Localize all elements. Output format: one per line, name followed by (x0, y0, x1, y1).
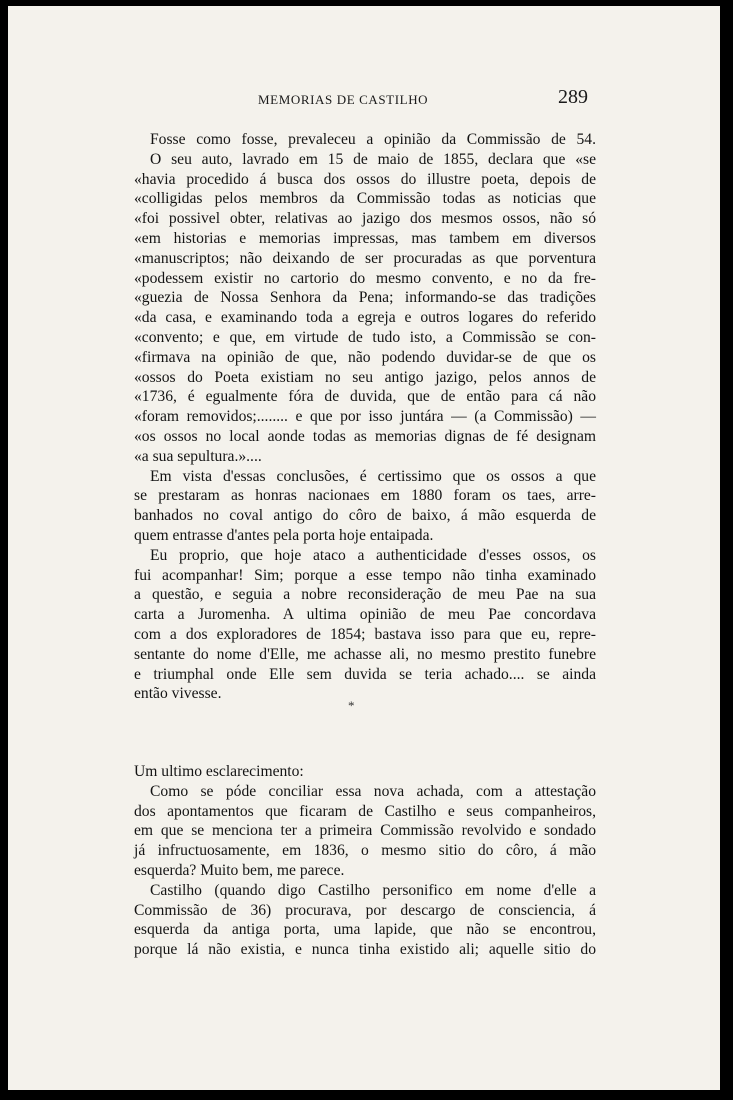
page-number: 289 (558, 86, 588, 108)
text-line: «guezia de Nossa Senhora da Pena; informando-se das tradições (134, 289, 596, 307)
text-line: «foi possivel obter, relativas ao jazigo dos mesmos ossos, não só (134, 210, 596, 228)
text-line: «manuscriptos; não deixando de ser procuradas as que porventura (134, 249, 596, 267)
text-line: esquerda da antiga porta, uma lapide, que não se encontrou, (134, 921, 596, 939)
text-line: «foram removidos;........ e que por isso juntára — (a Commissão) — (134, 408, 596, 426)
text-line: «convento; e que, em virtude de tudo isto, a Commissão se con- (134, 328, 596, 346)
text-line: «colligidas pelos membros da Commissão todas as noticias que (134, 190, 596, 208)
text-line: Um ultimo esclarecimento: (134, 763, 304, 780)
text-line: em que se menciona ter a primeira Commissão revolvido e sondado (134, 822, 596, 840)
text-line: «havia procedido á busca dos ossos do illustre poeta, depois de (134, 170, 596, 188)
text-line: a questão, e seguia a nobre reconsideração de meu Pae na sua (134, 586, 596, 604)
text-line: Commissão de 36) procurava, por descargo de consciencia, á (134, 901, 596, 919)
text-line: já infructuosamente, em 1836, o mesmo sitio do côro, á mão (134, 842, 596, 860)
text-line: quem entrasse d'antes pela porta hoje entaipada. (134, 526, 434, 544)
text-line: esquerda? Muito bem, me parece. (134, 861, 345, 879)
text-line: sentante do nome d'Elle, me achasse ali, no mesmo prestito funebre (134, 645, 596, 663)
text-line: porque lá não existia, e nunca tinha existido ali; aquelle sitio do (134, 941, 596, 959)
text-line: com a dos exploradores de 1854; bastava isso para que eu, repre- (134, 625, 596, 643)
text-line: banhados no coval antigo do côro de baixo, á mão esquerda de (134, 507, 596, 525)
text-line: Em vista d'essas conclusões, é certissimo que os ossos a que (150, 467, 596, 485)
text-line: «os ossos no local aonde todas as memorias dignas de fé designam (134, 427, 596, 445)
text-line: Eu proprio, que hoje ataco a authenticidade d'esses ossos, os (150, 546, 596, 564)
text-line: e triumphal onde Elle sem duvida se teria achado.... se ainda (134, 665, 596, 683)
text-line: Castilho (quando digo Castilho personifico em nome d'elle a (150, 881, 596, 899)
book-page (8, 6, 720, 1090)
text-line: carta a Juromenha. A ultima opinião de meu Pae concordava (134, 606, 596, 624)
text-line: «podessem existir no cartorio do mesmo convento, e no da fre- (134, 269, 596, 287)
text-line: «1736, é egualmente fóra de duvida, que de então para cá não (134, 388, 596, 406)
text-line: «firmava na opinião de que, não podendo duvidar-se de que os (134, 348, 596, 366)
text-line: «a sua sepultura.».... (134, 447, 262, 465)
text-line: se prestaram as honras nacionaes em 1880 foram os taes, arre- (134, 487, 596, 505)
text-line: Como se póde conciliar essa nova achada, com a attestação (150, 782, 596, 800)
text-line: fui acompanhar! Sim; porque a esse tempo não tinha examinado (134, 566, 596, 584)
text-line: dos apontamentos que ficaram de Castilho e seus companheiros, (134, 802, 596, 820)
text-line: «da casa, e examinando toda a egreja e outros logares do referido (134, 309, 596, 327)
text-line: então vivesse. (134, 685, 222, 703)
section-separator-asterisk: * (348, 698, 355, 713)
running-head (8, 88, 720, 112)
text-line: «em historias e memorias impressas, mas tambem em diversos (134, 229, 596, 247)
text-block-continued (134, 762, 596, 960)
text-line: O seu auto, lavrado em 15 de maio de 1855, declara que «se (150, 150, 596, 168)
text-line: «ossos do Poeta existiam no seu antigo jazigo, pelos annos de (134, 368, 596, 386)
text-block-main (134, 130, 596, 704)
running-title: MEMORIAS DE CASTILHO (258, 92, 429, 107)
text-line: Fosse como fosse, prevaleceu a opinião da Commissão de 54. (150, 131, 596, 148)
